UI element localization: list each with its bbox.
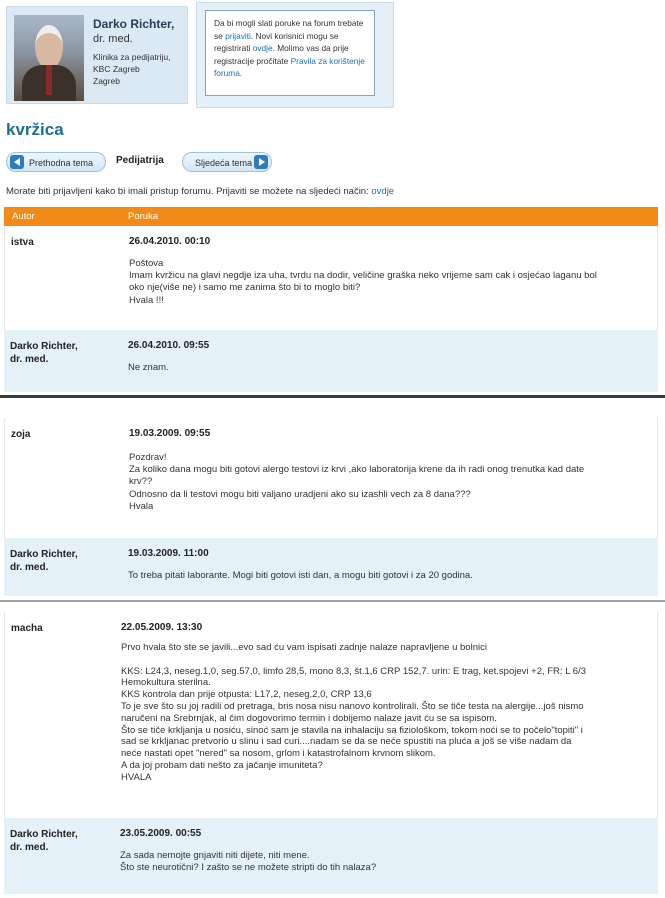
- forum-rules-link[interactable]: Pravila za korištenje foruma: [214, 55, 365, 78]
- screenshot-separator: [0, 600, 665, 602]
- post-date: 26.04.2010. 09:55: [128, 340, 210, 351]
- post-message: Za sada nemojte gnjaviti niti dijete, niti mene. Što ste neurotični? I zašto se ne možete stripti do tih nalaza?: [120, 850, 377, 874]
- column-author: Autor: [12, 211, 35, 222]
- screenshot-separator: [0, 395, 665, 398]
- doctor-card: [6, 6, 188, 104]
- post-date: 23.05.2009. 00:55: [120, 828, 202, 839]
- arrow-left-icon: [10, 155, 24, 169]
- post-date: 19.03.2009. 11:00: [128, 548, 209, 559]
- post-author: zoja: [11, 429, 31, 440]
- post-message: Ne znam.: [128, 362, 169, 373]
- login-here-link[interactable]: ovdje: [371, 186, 395, 197]
- post-author: Darko Richter, dr. med.: [10, 549, 78, 573]
- post-author: istva: [11, 237, 34, 248]
- post-date: 26.04.2010. 00:10: [129, 236, 211, 247]
- login-notice: Da bi mogli slati poruke na forum trebate se prijaviti. Novi korisnici mogu se registrirati ovdje. Molimo vas da prije registracije pročitate Pravila za korištenje foruma.: [205, 10, 375, 96]
- post-date: 22.05.2009. 13:30: [121, 622, 203, 633]
- post-message: Pozdrav! Za koliko dana mogu biti gotovi alergo testovi iz krvi ,ako laboratorija krene da ih radi onog trenutka kad date krv?? Odnosno da li testovi mogu biti valjano uradjeni ako su izashli vech za 8 dana??? Hvala: [129, 452, 585, 512]
- post: [4, 418, 658, 538]
- login-required-message: Morate biti prijavljeni kako bi imali pristup forumu. Prijaviti se možete na sljedeći način: ovdje: [6, 186, 395, 197]
- post-message: To treba pitati laborante. Mogi biti gotovi isti dan, a mogu biti gotovi i za 20 godina.: [128, 570, 473, 581]
- post: [4, 226, 658, 330]
- doctor-title: dr. med.: [93, 33, 133, 45]
- column-message: Poruka: [128, 211, 159, 222]
- next-topic-button[interactable]: Sljedeća tema: [182, 152, 272, 172]
- posts-table-header: [4, 207, 658, 226]
- post-message: Poštova Imam kvržicu na glavi negdje iza uha, tvrdu na dodir, veličine graška neko vrijeme sam cak i osjećao laganu bol oko nje(više ne) i samo me zanima što bi to moglo biti? Hvala !!!: [129, 258, 597, 306]
- login-link[interactable]: prijaviti: [225, 30, 251, 41]
- arrow-right-icon: [254, 155, 268, 169]
- post-author: Darko Richter, dr. med.: [10, 829, 78, 853]
- doctor-photo: [14, 15, 84, 101]
- post-date: 19.03.2009. 09:55: [129, 428, 211, 439]
- category-label: Pedijatrija: [116, 155, 164, 166]
- post: [4, 538, 658, 596]
- post: [4, 818, 658, 894]
- post-author: Darko Richter, dr. med.: [10, 341, 78, 365]
- post-author: macha: [11, 623, 43, 634]
- register-link[interactable]: ovdje: [252, 43, 273, 53]
- topic-title: kvržica: [6, 120, 64, 139]
- previous-topic-button[interactable]: Prethodna tema: [6, 152, 106, 172]
- post-message: Prvo hvala što ste se javili...evo sad ću vam ispisati zadnje nalaze napravljene u bolnici KKS: L24,3, neseg.1,0, seg.57,0, limfo 28,5, mono 8,3, št.1,6 CRP 152,7. urin: E trag, ket.spojevi +2, FR: L 6/3 Hemokultura sterilna. KKS kontrola dan prije otpusta: L17,2, neseg.2,0, CRP 13,6 To je sve što su joj radili od pretraga, bris nosa nisu nanovo kontrolirali. Što se tiče testa na alergije...još nismo naručeni na Srebrnjak, al čim dogovorimo termin i dobijemo nalaze javit ću se sa ispisom. Što se tiče krkljanja u nosiću, sinoć sam je stavila na inhalaciju sa fiziološkom, tokom noći se to počelo"topiti" i sad se krkljanac pretvorio u slinu i sad curi....nadam se da se neće spustiti na pluća a još se više nadam da neće nastati opet "nered" sa nosom, grlom i katastrofalnom krvnom slikom. A da joj probam dati nešto za jačanje imuniteta? HVALA: [121, 642, 586, 783]
- topic-navigation: [6, 152, 306, 174]
- doctor-name: Darko Richter,: [93, 17, 175, 31]
- post: [4, 330, 658, 392]
- post: [4, 612, 658, 818]
- doctor-affiliation: Klinika za pedijatriju, KBC Zagreb Zagreb: [93, 52, 171, 86]
